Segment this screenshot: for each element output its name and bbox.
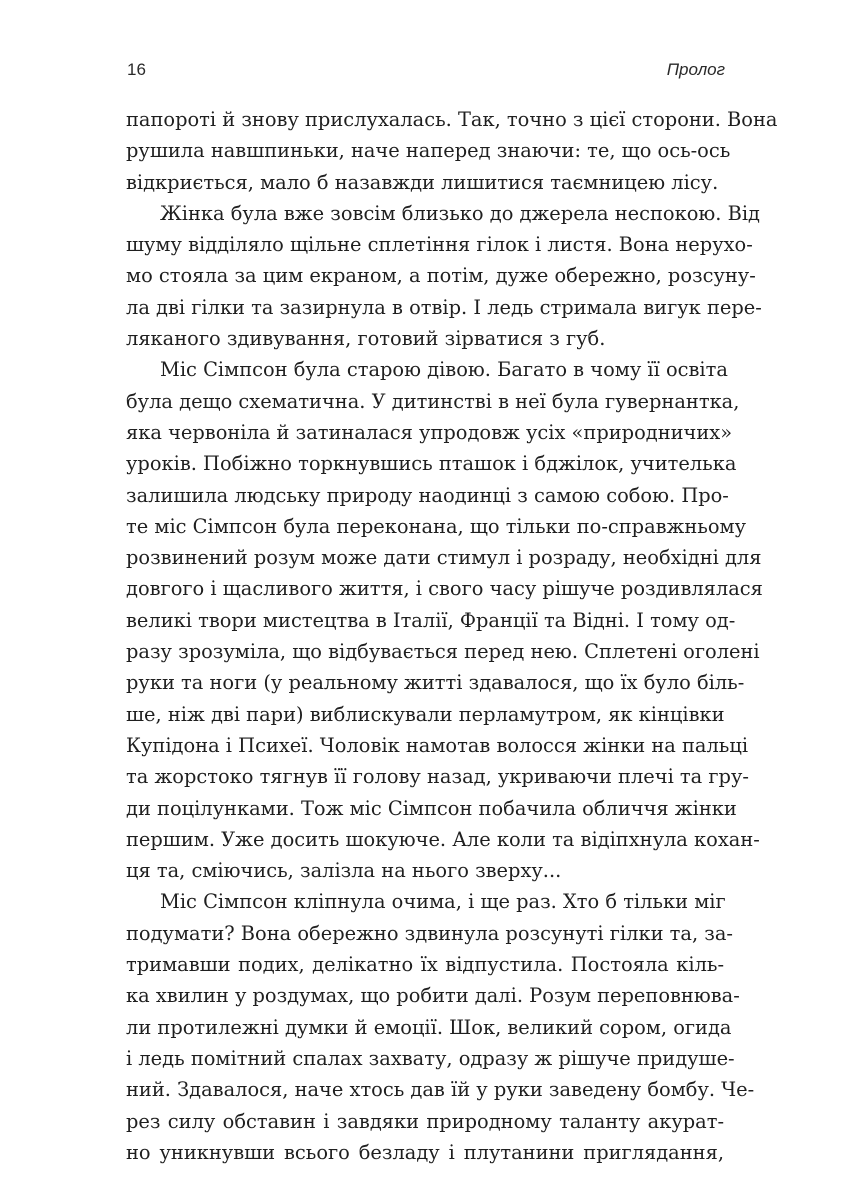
- text-line: ляканого здивування, готовий зірватися з губ.: [126, 327, 606, 351]
- text-line: уроків. Побіжно торкнувшись пташок і бджілок, учителька: [126, 452, 737, 476]
- text-line: відкриється, мало б назавжди лишитися таємницею лісу.: [126, 170, 719, 194]
- text-line: Міс Сімпсон кліпнула очима, і ще раз. Хто б тільки міг: [160, 890, 726, 914]
- text-line: Міс Сімпсон була старою дівою. Багато в чому її освіта: [160, 358, 728, 382]
- text-line: та жорстоко тягнув її голову назад, укриваючи плечі та гру-: [126, 765, 749, 789]
- text-line: те міс Сімпсон була переконана, що тільки по-справжньому: [126, 514, 747, 538]
- text-line: ка хвилин у роздумах, що робити далі. Розум переповнюва-: [126, 984, 740, 1008]
- text-line: ди поцілунками. Тож міс Сімпсон побачила обличчя жінки: [126, 796, 737, 820]
- text-line: ли протилежні думки й емоції. Шок, великий сором, огида: [126, 1015, 732, 1039]
- text-line: ла дві гілки та зазирнула в отвір. І ледь стримала вигук пере-: [126, 295, 762, 319]
- text-line: і ледь помітний спалах захвату, одразу ж рішуче придуше-: [126, 1046, 735, 1070]
- text-line: Купідона і Психеї. Чоловік намотав волосся жінки на пальці: [126, 733, 749, 757]
- text-line: Жінка була вже зовсім близько до джерела неспокою. Від: [160, 201, 760, 225]
- text-line: ше, ніж дві пари) виблискували перламутром, як кінцівки: [126, 702, 725, 726]
- text-line: папороті й знову прислухалась. Так, точно з цієї сторони. Вона: [126, 108, 778, 131]
- page-header: [127, 60, 725, 88]
- text-line: подумати? Вона обережно здвинула розсунуті гілки та, за-: [126, 921, 733, 945]
- paragraph: [126, 104, 778, 198]
- paragraph: [126, 198, 762, 354]
- text-line: ний. Здавалося, наче хтось дав їй у руки заведену бомбу. Че-: [126, 1078, 755, 1102]
- text-line: тримавши подих, делікатно їх відпустила. Постояла кіль-: [126, 953, 724, 977]
- text-line: разу зрозуміла, що відбувається перед нею. Сплетені оголені: [126, 640, 760, 664]
- text-line: мо стояла за цим екраном, а потім, дуже обережно, розсуну-: [126, 264, 756, 288]
- text-line: руки та ноги (у реальному житті здавалося, що їх було біль-: [126, 671, 745, 695]
- text-line: великі твори мистецтва в Італії, Франції та Відні. І тому од-: [126, 608, 736, 632]
- running-title: Пролог: [666, 60, 725, 79]
- text-line: розвинений розум може дати стимул і розраду, необхідні для: [126, 546, 762, 570]
- text-line: рез силу обставин і завдяки природному таланту акурат-: [126, 1109, 724, 1133]
- page-number: 16: [127, 60, 146, 79]
- text-line: ця та, сміючись, залізла на нього зверху...: [126, 859, 562, 883]
- text-line: була дещо схематична. У дитинстві в неї була гувернантка,: [126, 389, 740, 413]
- text-line: залишила людську природу наодинці з самою собою. Про-: [126, 483, 729, 507]
- text-line: шуму відділяло щільне сплетіння гілок і листя. Вона нерухо-: [126, 233, 753, 257]
- text-body: [126, 104, 778, 1168]
- paragraph: [126, 886, 755, 1168]
- text-line: довгого і щасливого життя, і свого часу рішуче роздивлялася: [126, 577, 763, 601]
- paragraph: [126, 354, 763, 886]
- text-line: першим. Уже досить шокуюче. Але коли та відіпхнула кохан-: [126, 827, 760, 851]
- text-line: но уникнувши всього безладу і плутанини приглядання,: [126, 1140, 724, 1164]
- text-line: яка червоніла й затиналася упродовж усіх «природничих»: [126, 420, 733, 444]
- text-line: рушила навшпиньки, наче наперед знаючи: те, що ось-ось: [126, 139, 731, 163]
